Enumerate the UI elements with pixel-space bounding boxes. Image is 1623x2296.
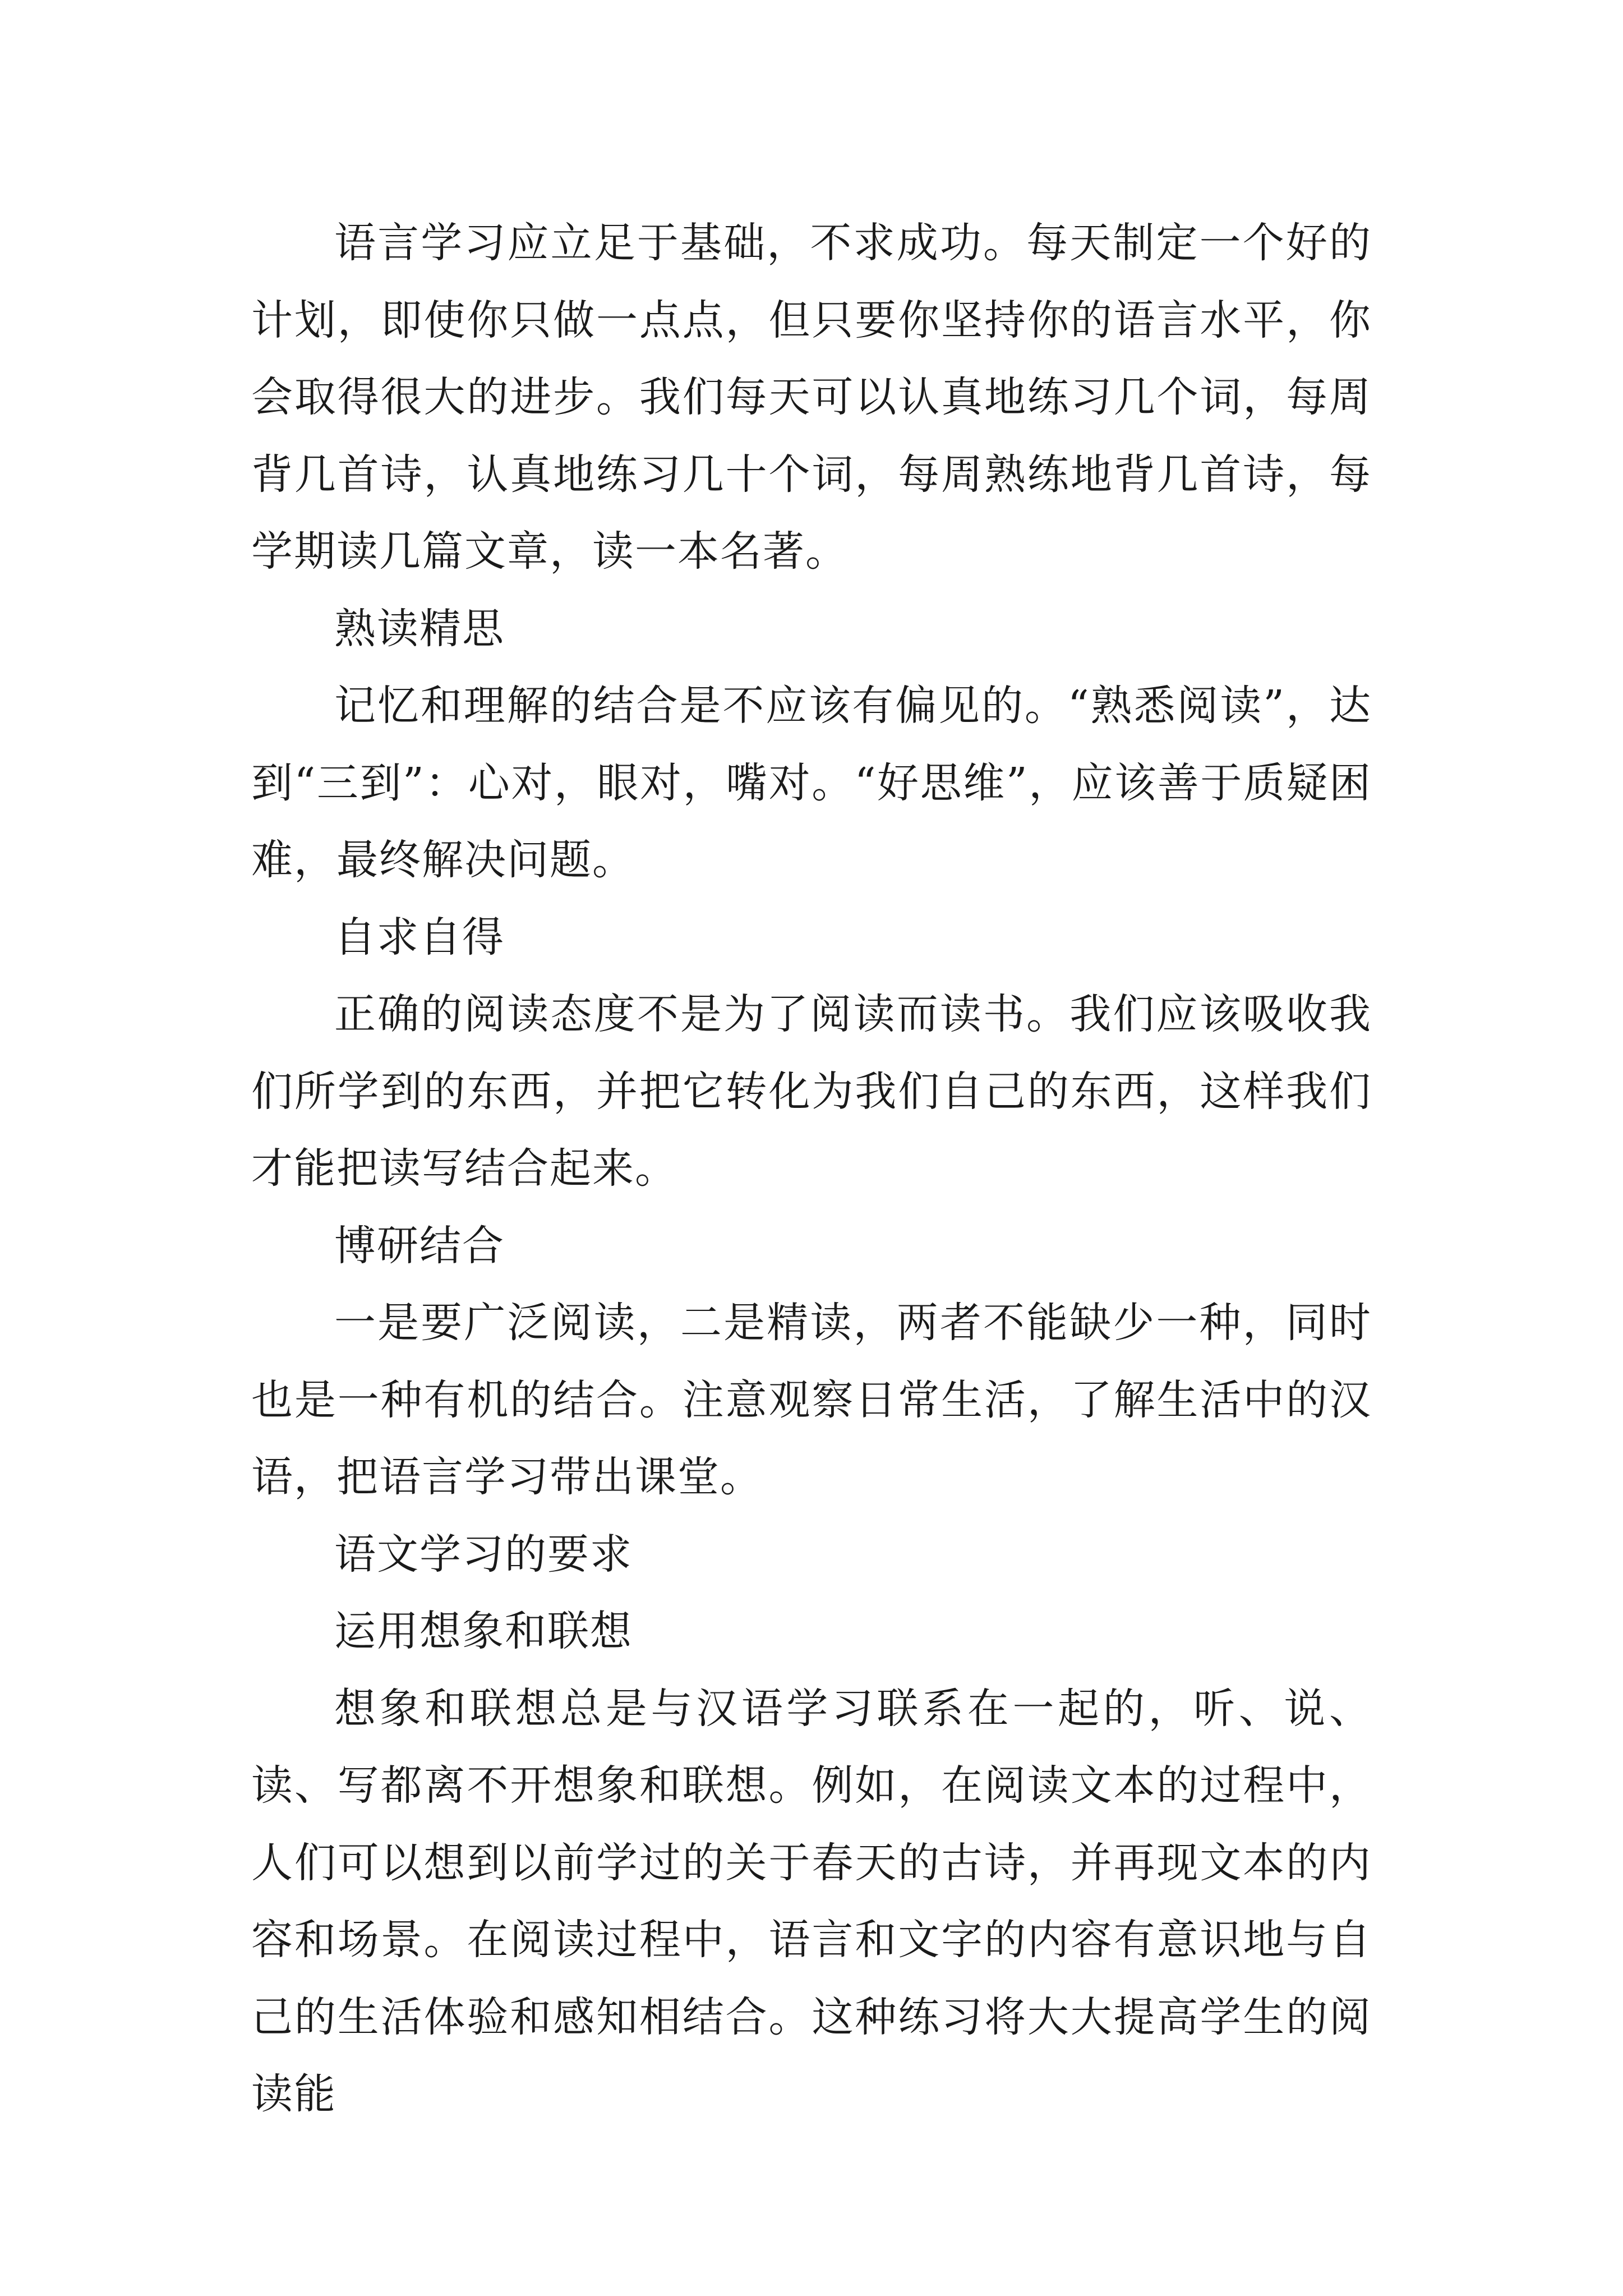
paragraph-study-foundation: 语言学习应立足于基础，不求成功。每天制定一个好的计划，即使你只做一点点，但只要你坚持你的语言水平，你会取得很大的进步。我们每天可以认真地练习几个词，每周背几首诗，认真地练习几十个词，每周熟练地背几首诗，每学期读几篇文章，读一本名著。 xyxy=(251,219,1372,576)
heading-boyan-jiehe: 博研结合 xyxy=(334,1221,505,1270)
heading-ziqiu-zide: 自求自得 xyxy=(334,913,505,961)
heading-chinese-study-requirements: 语文学习的要求 xyxy=(334,1530,633,1579)
heading-imagination-association: 运用想象和联想 xyxy=(334,1607,633,1655)
paragraph-memory-understanding: 记忆和理解的结合是不应该有偏见的。“熟悉阅读”，达到“三到”：心对，眼对，嘴对。“好思维”，应该善于质疑困难，最终解决问题。 xyxy=(251,682,1372,884)
heading-shudu-jingsi: 熟读精思 xyxy=(334,604,505,653)
paragraph-reading-attitude: 正确的阅读态度不是为了阅读而读书。我们应该吸收我们所学到的东西，并把它转化为我们自己的东西，这样我们才能把读写结合起来。 xyxy=(251,990,1372,1193)
paragraph-extensive-reading: 一是要广泛阅读，二是精读，两者不能缺少一种，同时也是一种有机的结合。注意观察日常生活，了解生活中的汉语，把语言学习带出课堂。 xyxy=(251,1299,1372,1501)
document-body xyxy=(251,205,1372,2133)
paragraph-imagination-association: 想象和联想总是与汉语学习联系在一起的，听、说、读、写都离不开想象和联想。例如，在阅读文本的过程中，人们可以想到以前学过的关于春天的古诗，并再现文本的内容和场景。在阅读过程中，语言和文字的内容有意识地与自己的生活体验和感知相结合。这种练习将大大提高学生的阅读能 xyxy=(251,1684,1372,2118)
